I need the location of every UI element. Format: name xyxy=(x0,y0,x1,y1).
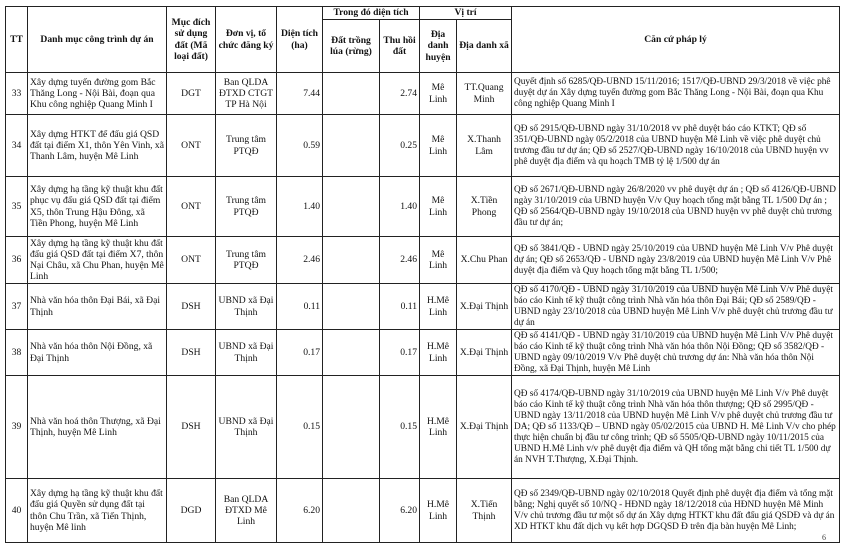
commune-name: TT.Quang Minh xyxy=(457,73,512,115)
commune-name: X.Đại Thịnh xyxy=(457,330,512,376)
area-value: 0.11 xyxy=(277,284,323,330)
district-name: H.Mê Linh xyxy=(420,479,457,543)
table-row xyxy=(6,479,840,543)
commune-name: X.Tiến Thịnh xyxy=(457,479,512,543)
project-name: Nhà văn hóa thôn Nội Đồng, xã Đại Thịnh xyxy=(28,330,167,376)
district-name: Mê Linh xyxy=(420,73,457,115)
district-name: Mê Linh xyxy=(420,177,457,237)
area-value: 2.46 xyxy=(277,237,323,284)
page-number: 6 xyxy=(822,533,827,542)
recovered-land-value: 0.17 xyxy=(380,330,420,376)
commune-name: X.Đại Thịnh xyxy=(457,284,512,330)
district-name: Mê Linh xyxy=(420,237,457,284)
rice-land-value xyxy=(323,115,380,177)
registering-unit: Ban QLDA ĐTXD CTGT TP Hà Nội xyxy=(216,73,277,115)
district-name: H.Mê Linh xyxy=(420,330,457,376)
land-code: ONT xyxy=(167,237,216,284)
row-number: 39 xyxy=(6,376,28,479)
header-area-breakdown: Trong đó diện tích xyxy=(323,7,420,20)
registering-unit: Trung tâm PTQĐ xyxy=(216,115,277,177)
rice-land-value xyxy=(323,330,380,376)
commune-name: X.Tiền Phong xyxy=(457,177,512,237)
project-name: Xây dựng hạ tầng kỹ thuật khu đất đấu giá QSD đất tại điểm X7, thôn Nại Châu, xã Chu Phan, huyện Mê Linh xyxy=(28,237,167,284)
table-row xyxy=(6,177,840,237)
rice-land-value xyxy=(323,284,380,330)
area-value: 6.20 xyxy=(277,479,323,543)
legal-basis: QĐ số 3841/QĐ - UBND ngày 25/10/2019 của UBND huyện Mê Linh V/v Phê duyệt dự án; QĐ số 2653/QĐ - UBND ngày 23/8/2019 của UBND huyện Mê Linh V/v Phê duyệt địa điểm và Quy hoạch tổng mặt bằng TL 1/500; xyxy=(512,237,840,284)
recovered-land-value: 2.74 xyxy=(380,73,420,115)
rice-land-value xyxy=(323,73,380,115)
project-name: Xây dựng hạ tầng kỹ thuật khu đất đấu giá Quyền sử dụng đất tại thôn Chu Trần, xã Tiến Thịnh, huyện Mê linh xyxy=(28,479,167,543)
document-page xyxy=(5,6,840,543)
project-name: Xây dựng hạ tầng kỹ thuật khu đất phục vụ đấu giá QSD đất tại điểm X5, thôn Trung Hậu Đông, xã Tiền Phong, huyện Mê Linh xyxy=(28,177,167,237)
legal-basis: QĐ số 2915/QĐ-UBND ngày 31/10/2018 vv phê duyệt báo cáo KTKT; QĐ số 351/QĐ-UBND ngày 05/2/2018 của UBND huyện Mê Linh về việc phê duyệt chủ trương đầu tư dự án; QĐ số 2527/QĐ-UBND ngày 16/10/2018 của UBND huyện vv phê duyệt địa điểm và qu hoạch TMB tỷ lệ 1/500 dự án xyxy=(512,115,840,177)
registering-unit: Ban QLDA ĐTXD Mê Linh xyxy=(216,479,277,543)
project-name: Nhà văn hoá thôn Thượng, xã Đại Thịnh, huyện Mê Linh xyxy=(28,376,167,479)
row-number: 40 xyxy=(6,479,28,543)
district-name: H.Mê Linh xyxy=(420,284,457,330)
project-name: Xây dựng tuyến đường gom Bắc Thăng Long - Nội Bài, đoạn qua Khu công nghiệp Quang Minh I xyxy=(28,73,167,115)
land-code: ONT xyxy=(167,115,216,177)
recovered-land-value: 0.25 xyxy=(380,115,420,177)
table-row xyxy=(6,115,840,177)
header-district: Địa danh huyện xyxy=(420,20,457,73)
row-number: 36 xyxy=(6,237,28,284)
header-location: Vị trí xyxy=(420,7,512,20)
recovered-land-value: 1.40 xyxy=(380,177,420,237)
rice-land-value xyxy=(323,376,380,479)
table-row xyxy=(6,376,840,479)
registering-unit: UBND xã Đại Thịnh xyxy=(216,330,277,376)
area-value: 0.17 xyxy=(277,330,323,376)
table-row xyxy=(6,73,840,115)
header-rice-land: Đất trồng lúa (rừng) xyxy=(323,20,380,73)
legal-basis: QĐ số 2671/QĐ-UBND ngày 26/8/2020 vv phê duyệt dự án ; QĐ số 4126/QĐ-UBND ngày 31/10/2019 của UBND huyện V/v Quy hoạch tổng mặt bằng TL 1/500 Dự án ; QĐ số 2564/QĐ-UBND ngày 19/10/2018 của UBND huyện vv phê duyệt chủ trương đầu tư dự án; xyxy=(512,177,840,237)
row-number: 33 xyxy=(6,73,28,115)
area-value: 1.40 xyxy=(277,177,323,237)
header-legal-basis: Căn cứ pháp lý xyxy=(512,7,840,73)
area-value: 7.44 xyxy=(277,73,323,115)
table-row xyxy=(6,237,840,284)
land-code: DSH xyxy=(167,330,216,376)
recovered-land-value: 6.20 xyxy=(380,479,420,543)
project-name: Xây dựng HTKT để đấu giá QSD đất tại điểm X1, thôn Yên Vinh, xã Thanh Lâm, huyện Mê Linh xyxy=(28,115,167,177)
registering-unit: Trung tâm PTQĐ xyxy=(216,177,277,237)
table-row xyxy=(6,330,840,376)
legal-basis: QĐ số 2349/QĐ-UBND ngày 02/10/2018 Quyết định phê duyệt địa điểm và tổng mặt bằng; Nghị quyết số 10/NQ - HĐND ngày 18/12/2018 của HĐND huyện Mê Minh V/v chủ trương đầu tư một số dự án Xây dựng HTKT khu đất đấu giá QSDĐ và dự án XD HTKT khu đất dịch vụ kết hợp DGQSD Đ trên địa bàn huyện Mê Linh; xyxy=(512,479,840,543)
land-code: ONT xyxy=(167,177,216,237)
header-area: Diện tích (ha) xyxy=(277,7,323,73)
recovered-land-value: 0.15 xyxy=(380,376,420,479)
table-row xyxy=(6,284,840,330)
registering-unit: Trung tâm PTQĐ xyxy=(216,237,277,284)
row-number: 34 xyxy=(6,115,28,177)
commune-name: X.Đại Thịnh xyxy=(457,376,512,479)
legal-basis: Quyết định số 6285/QĐ-UBND 15/11/2016; 1517/QĐ-UBND 29/3/2018 về việc phê duyệt dự án Xây dựng tuyến đường gom Bắc Thăng Long - Nội Bài, đoạn qua Khu công nghiệp Quang Minh I xyxy=(512,73,840,115)
land-code: DSH xyxy=(167,284,216,330)
land-code: DGT xyxy=(167,73,216,115)
header-land-purpose: Mục đích sử dụng đất (Mã loại đất) xyxy=(167,7,216,73)
header-project-name: Danh mục công trình dự án xyxy=(28,7,167,73)
legal-basis: QĐ số 4170/QĐ - UBND ngày 31/10/2019 của UBND huyện Mê Linh V/v Phê duyệt báo cáo Kinh tế kỹ thuật công trình Nhà văn hóa thôn Đại Bái; QĐ số 2589/QĐ - UBND ngày 23/10/2018 của UBND huyện Mê Linh V/v phê duyệt chủ trương đầu tư dự án xyxy=(512,284,840,330)
land-code: DSH xyxy=(167,376,216,479)
row-number: 37 xyxy=(6,284,28,330)
recovered-land-value: 2.46 xyxy=(380,237,420,284)
land-code: DGD xyxy=(167,479,216,543)
legal-basis: QĐ số 4141/QĐ - UBND ngày 31/10/2019 của UBND huyện Mê Linh V/v Phê duyệt báo cáo Kinh tế kỹ thuật công trình Nhà văn hóa thôn Nội Đồng; QĐ số 3582/QĐ - UBND ngày 09/10/2019 V/v Phê duyệt chủ trương dự án: Nhà văn hóa thôn Nội Đồng, xã Đại Thịnh, huyện Mê Linh xyxy=(512,330,840,376)
header-registering-unit: Đơn vị, tổ chức đăng ký xyxy=(216,7,277,73)
area-value: 0.15 xyxy=(277,376,323,479)
project-name: Nhà văn hóa thôn Đại Bái, xã Đại Thịnh xyxy=(28,284,167,330)
row-number: 35 xyxy=(6,177,28,237)
header-tt: TT xyxy=(6,7,28,73)
header-commune: Địa danh xã xyxy=(457,20,512,73)
row-number: 38 xyxy=(6,330,28,376)
header-recovered-land: Thu hồi đất xyxy=(380,20,420,73)
commune-name: X.Chu Phan xyxy=(457,237,512,284)
legal-basis: QĐ số 4174/QĐ-UBND ngày 31/10/2019 của UBND huyện Mê Linh V/v Phê duyệt báo cáo Kinh tế kỹ thuật công trình Nhà văn hóa thôn thượng; QĐ số 2995/QĐ - UBND ngày 13/11/2018 của UBND huyện Mê Linh V/v phê duyệt chủ trương đầu tư DA; QĐ số 1133/QĐ – UBND ngày 05/02/2015 của UBND H. Mê Linh V/v cho phép thực hiện chuẩn bị đầu tư công trình; QĐ số 5505/QĐ-UBND ngày 10/11/2015 của UBND H.Mê Linh v/v phê duyệt địa điểm và QH tổng mặt bằng chi tiết TL 1/500 dự án NVH T.Thượng, X.Đại Thịnh. xyxy=(512,376,840,479)
district-name: Mê Linh xyxy=(420,115,457,177)
district-name: H.Mê Linh xyxy=(420,376,457,479)
registering-unit: UBND xã Đại Thịnh xyxy=(216,284,277,330)
recovered-land-value: 0.11 xyxy=(380,284,420,330)
registering-unit: UBND xã Đại Thịnh xyxy=(216,376,277,479)
area-value: 0.59 xyxy=(277,115,323,177)
rice-land-value xyxy=(323,479,380,543)
rice-land-value xyxy=(323,237,380,284)
project-table xyxy=(5,6,840,543)
rice-land-value xyxy=(323,177,380,237)
commune-name: X.Thanh Lâm xyxy=(457,115,512,177)
